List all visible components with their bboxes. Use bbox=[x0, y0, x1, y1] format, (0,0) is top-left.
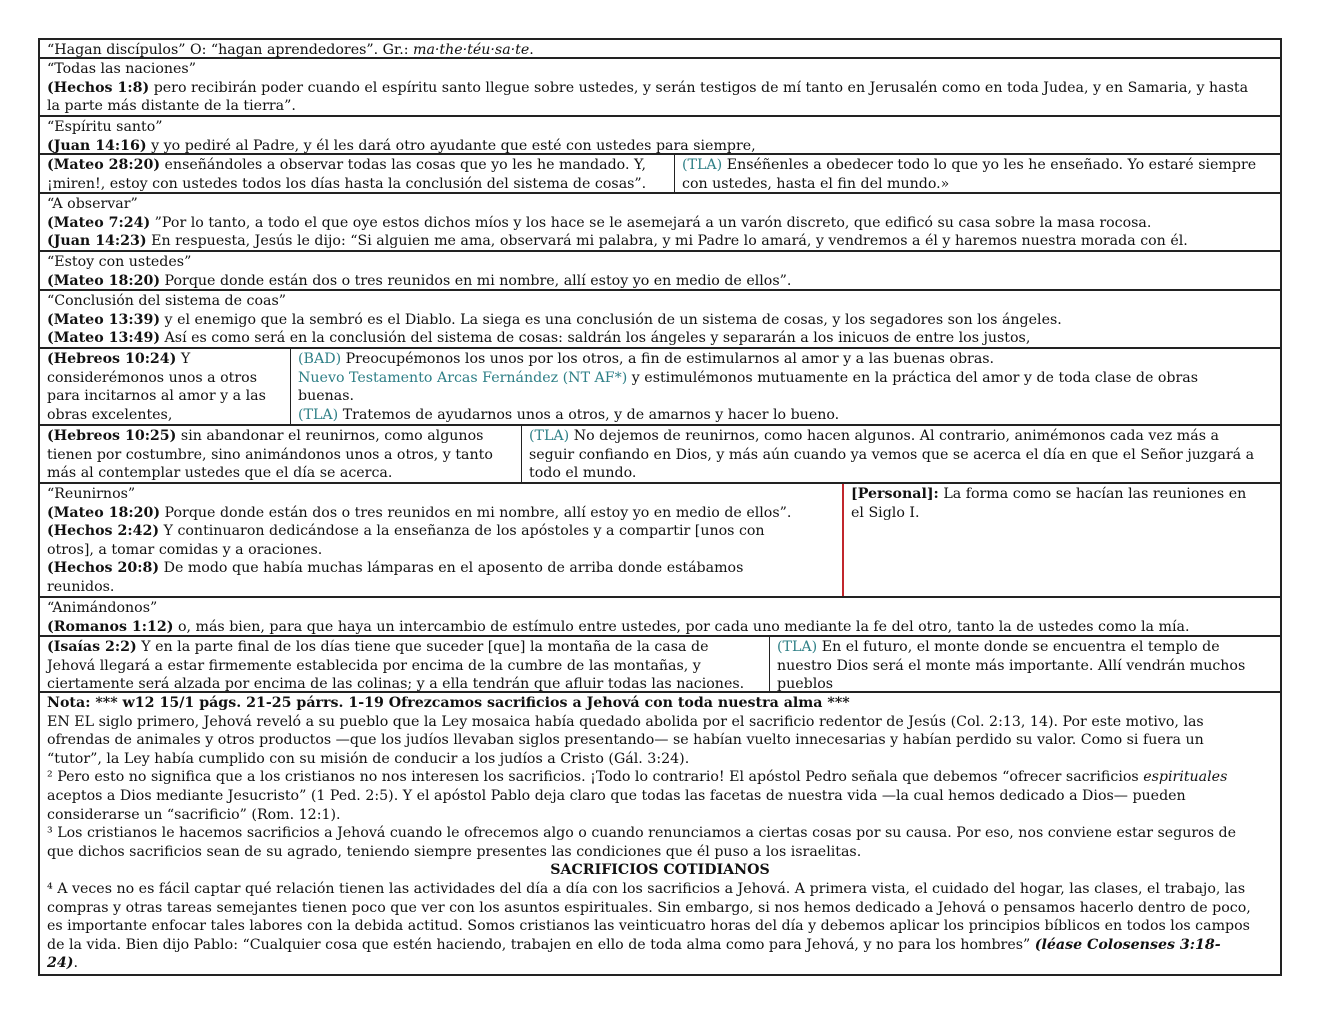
row-a-observar bbox=[40, 194, 1280, 252]
study-notes-sheet bbox=[38, 38, 1282, 976]
article-line: ofrendas de animales y otros productos —que los judíos llevaban siglos presentando— se habían vuelto innecesarias y habían perdido su valor. Como si fuera un bbox=[47, 732, 1204, 749]
verse-ref: (Hechos 20:8) bbox=[47, 560, 160, 577]
translation-line: buenas. bbox=[298, 388, 355, 405]
translation-line: (TLA) No dejemos de reunirnos, como hacen algunos. Al contrario, animémonos cada vez más a bbox=[529, 428, 1219, 444]
translation-line: pueblos bbox=[777, 676, 834, 691]
translation-line: Nuevo Testamento Arcas Fernández (NT AF*) y estimulémonos mutuamente en la práctica del amor y de toda clase de obras bbox=[298, 369, 1198, 386]
translation-tag: (TLA) bbox=[298, 406, 339, 423]
nota-label: Nota bbox=[47, 695, 86, 711]
verse-ref: (Hechos 1:8) bbox=[47, 79, 150, 96]
verse-line: (Mateo 13:49) Así es como será en la conclusión del sistema de cosas: saldrán los ángeles y separarán a los inicuos de entre los justos, bbox=[47, 330, 1031, 347]
nota-header bbox=[47, 694, 1273, 713]
verse-line: (Hechos 2:42) Y continuaron dedicándose a la enseñanza de los apóstoles y a compartir [unos con bbox=[47, 523, 765, 540]
verse-ref: (Hebreos 10:24) bbox=[47, 351, 177, 367]
personal-note-line: [Personal]: La forma como se hacían las reuniones en bbox=[851, 486, 1247, 502]
translation-line: con ustedes, hasta el fin del mundo.» bbox=[682, 175, 950, 192]
section-label: “Estoy con ustedes” bbox=[47, 254, 192, 270]
verse-line: (Mateo 7:24) ”Por lo tanto, a todo el que oye estos dichos míos y los hace se le asemejará a un varón discreto, que edificó su casa sobre la masa rocosa. bbox=[47, 214, 1152, 231]
row-mateo-28-20 bbox=[40, 155, 1280, 194]
row-reunirnos bbox=[40, 484, 1280, 598]
article-line: “tutor”, la Ley había cumplido con su misión de conducir a los judíos a Cristo (Gál. 3:24). bbox=[47, 750, 690, 767]
verse-line: otros], a tomar comidas y a oraciones. bbox=[47, 541, 323, 558]
verse-ref: (Hebreos 10:25) bbox=[47, 428, 177, 444]
verse-line: más al contemplar ustedes que el día se acerca. bbox=[47, 465, 393, 482]
verse-line: (Hechos 1:8) pero recibirán poder cuando el espíritu santo llegue sobre ustedes, y serán testigos de mí tanto en Jerusalén como en toda Judea, y en Samaria, y hasta bbox=[47, 79, 1249, 96]
verse-ref: (Romanos 1:12) bbox=[47, 618, 174, 635]
row-conclusion-sistema bbox=[40, 291, 1280, 349]
verse-line: (Hechos 20:8) De modo que había muchas lámparas en el aposento de arriba donde estábamos bbox=[47, 560, 744, 577]
row-hebreos-10-24 bbox=[40, 349, 1280, 426]
translation-line: (TLA) Tratemos de ayudarnos unos a otros, y de amarnos y hacer lo bueno. bbox=[298, 406, 840, 423]
translation-line: (TLA) En el futuro, el monte donde se encuentra el templo de bbox=[777, 639, 1220, 655]
personal-note-cell bbox=[842, 484, 1280, 596]
verse-line: (Mateo 13:39) y el enemigo que la sembró es el Diablo. La siega es una conclusión de un sistema de cosas, y los segadores son los ángeles. bbox=[47, 311, 1062, 328]
section-label: “Conclusión del sistema de coas” bbox=[47, 293, 287, 309]
row-hagan-discipulos bbox=[40, 40, 1280, 59]
verse-ref: (Mateo 28:20) bbox=[47, 157, 161, 173]
article-subheading: SACRIFICIOS COTIDIANOS bbox=[550, 862, 770, 879]
article-line: 24). bbox=[47, 955, 78, 972]
verse-ref: (Mateo 18:20) bbox=[47, 504, 161, 521]
verse-line: considerémonos unos a otros bbox=[47, 369, 257, 386]
section-label: “Espíritu santo” bbox=[47, 119, 163, 135]
translation-tag: (TLA) bbox=[682, 157, 723, 173]
row-estoy-con-ustedes bbox=[40, 252, 1280, 291]
verse-line: (Isaías 2:2) Y en la parte final de los días tiene que suceder [que] la montaña de la casa de bbox=[47, 639, 709, 655]
verse-line: para incitarnos al amor y a las bbox=[47, 388, 266, 405]
verse-ref: (Isaías 2:2) bbox=[47, 639, 137, 655]
translation-tag: (TLA) bbox=[777, 639, 818, 655]
verse-line: tienen por costumbre, sino animándonos unos a otros, y tanto bbox=[47, 446, 493, 463]
section-label: “Todas las naciones” bbox=[47, 61, 196, 77]
verse-line: Jehová llegará a estar firmemente establecida por encima de la cumbre de las montañas, y bbox=[47, 657, 701, 674]
row-todas-las-naciones bbox=[40, 59, 1280, 117]
section-label: “Reunirnos” bbox=[47, 486, 136, 502]
article-line: ³ Los cristianos le hacemos sacrificios a Jehová cuando le ofrecemos algo o cuando renunciamos a ciertas cosas por su causa. Por eso, nos conviene estar seguros de bbox=[47, 825, 1236, 842]
greek-note-line: “Hagan discípulos” O: “hagan aprendedores”. Gr.: ma·the·téu·sa·te. bbox=[47, 42, 534, 57]
verse-line: ¡miren!, estoy con ustedes todos los días hasta la conclusión del sistema de cosas”. bbox=[47, 175, 647, 192]
article-line: compras y otras tareas semejantes tienen poco que ver con los asuntos espirituales. Sin embargo, si nos hemos dedicado a Jehová o pensamos hacerlo dentro de poco, bbox=[47, 899, 1251, 916]
article-line: que dichos sacrificios sean de su agrado, teniendo siempre presentes las condiciones que él puso a los israelitas. bbox=[47, 843, 862, 860]
personal-note-line: el Siglo I. bbox=[851, 504, 920, 521]
scripture-reading-ref: (léase Colosenses 3:18- bbox=[1034, 936, 1221, 953]
translation-line: todo el mundo. bbox=[529, 465, 637, 482]
row-nota-articulo bbox=[40, 693, 1280, 976]
verse-ref: (Juan 14:16) bbox=[47, 137, 147, 153]
row-espiritu-santo bbox=[40, 117, 1280, 155]
verse-ref: (Mateo 13:39) bbox=[47, 311, 161, 328]
verse-ref: (Mateo 7:24) bbox=[47, 214, 151, 231]
verse-line: reunidos. bbox=[47, 578, 115, 595]
verse-line: (Juan 14:23) En respuesta, Jesús le dijo: “Si alguien me ama, observará mi palabra, y mi Padre lo amará, y vendremos a él y haremos nuestra morada con él. bbox=[47, 233, 1188, 250]
translation-tag: (BAD) bbox=[298, 351, 342, 367]
verse-ref: (Hechos 2:42) bbox=[47, 523, 160, 540]
verse-line: ciertamente será alzada por encima de las colinas; y a ella tendrán que afluir todas las naciones. bbox=[47, 676, 745, 691]
row-animandonos bbox=[40, 598, 1280, 637]
article-line: de la vida. Bien dijo Pablo: “Cualquier cosa que estén haciendo, trabajen en ello de toda alma como para Jehová, y no para los hombres” (léase Colosenses 3:18- bbox=[47, 936, 1221, 953]
nota-reference: : *** w12 15/1 págs. 21-25 párrs. 1-19 Ofrezcamos sacrificios a Jehová con toda nuestra alma *** bbox=[85, 695, 850, 711]
article-line: considerarse un “sacrificio” (Rom. 12:1). bbox=[47, 806, 341, 823]
verse-line: obras excelentes, bbox=[47, 406, 173, 423]
translation-line: seguir confiando en Dios, y más aún cuando ya vemos que se acerca el día en que el Señor juzgará a bbox=[529, 446, 1255, 463]
article-line: es importante enfocar tales labores con la debida actitud. Somos cristianos las veinticuatro horas del día y debemos aplicar los principios bíblicos en todos los campos bbox=[47, 918, 1250, 935]
section-label: “Animándonos” bbox=[47, 600, 158, 616]
article-line: aceptos a Dios mediante Jesucristo” (1 Ped. 2:5). Y el apóstol Pablo deja claro que todas las facetas de nuestra vida —la cual hemos dedicado a Dios— pueden bbox=[47, 787, 1186, 804]
verse-line: (Juan 14:16) y yo pediré al Padre, y él les dará otro ayudante que esté con ustedes para siempre, bbox=[47, 137, 756, 153]
verse-ref: (Juan 14:23) bbox=[47, 233, 147, 250]
translation-line: (BAD) Preocupémonos los unos por los otros, a fin de estimularnos al amor y a las buenas obras. bbox=[298, 351, 995, 367]
row-isaias-2-2 bbox=[40, 637, 1280, 693]
translation-tag: Nuevo Testamento Arcas Fernández (NT AF*) bbox=[298, 369, 628, 386]
verse-line: (Mateo 18:20) Porque donde están dos o tres reunidos en mi nombre, allí estoy yo en medio de ellos”. bbox=[47, 504, 792, 521]
article-line: EN EL siglo primero, Jehová reveló a su pueblo que la Ley mosaica había quedado abolida por el sacrificio redentor de Jesús (Col. 2:13, 14). Por este motivo, las bbox=[47, 713, 1204, 730]
translation-tag: (TLA) bbox=[529, 428, 570, 444]
verse-line: la parte más distante de la tierra”. bbox=[47, 98, 296, 115]
article-line: ⁴ A veces no es fácil captar qué relación tienen las actividades del día a día con los sacrificios a Jehová. A primera vista, el cuidado del hogar, las clases, el trabajo, las bbox=[47, 880, 1246, 897]
verse-line: (Hebreos 10:25) sin abandonar el reunirnos, como algunos bbox=[47, 428, 484, 444]
scripture-reading-ref: 24) bbox=[47, 955, 74, 972]
verse-line: (Mateo 28:20) enseñándoles a observar todas las cosas que yo les he mandado. Y, bbox=[47, 157, 647, 173]
personal-tag: [Personal]: bbox=[851, 486, 939, 502]
verse-line: (Hebreos 10:24) Y bbox=[47, 351, 191, 367]
greek-term: ma·the·téu·sa·te bbox=[413, 42, 530, 57]
row-hebreos-10-25 bbox=[40, 426, 1280, 484]
verse-ref: (Mateo 13:49) bbox=[47, 330, 161, 347]
translation-line: (TLA) Enséñenles a obedecer todo lo que yo les he enseñado. Yo estaré siempre bbox=[682, 157, 1257, 173]
verse-line: (Romanos 1:12) o, más bien, para que haya un intercambio de estímulo entre ustedes, por cada uno mediante la fe del otro, tanto la de ustedes como la mía. bbox=[47, 618, 1190, 635]
verse-ref: (Mateo 18:20) bbox=[47, 272, 161, 289]
article-line: ² Pero esto no significa que a los cristianos no nos interesen los sacrificios. ¡Todo lo contrario! El apóstol Pedro señala que debemos “ofrecer sacrificios espirituales bbox=[47, 769, 1228, 786]
section-label: “A observar” bbox=[47, 196, 138, 212]
verse-line: (Mateo 18:20) Porque donde están dos o tres reunidos en mi nombre, allí estoy yo en medio de ellos”. bbox=[47, 272, 792, 289]
translation-line: nuestro Dios será el monte más importante. Allí vendrán muchos bbox=[777, 657, 1246, 674]
